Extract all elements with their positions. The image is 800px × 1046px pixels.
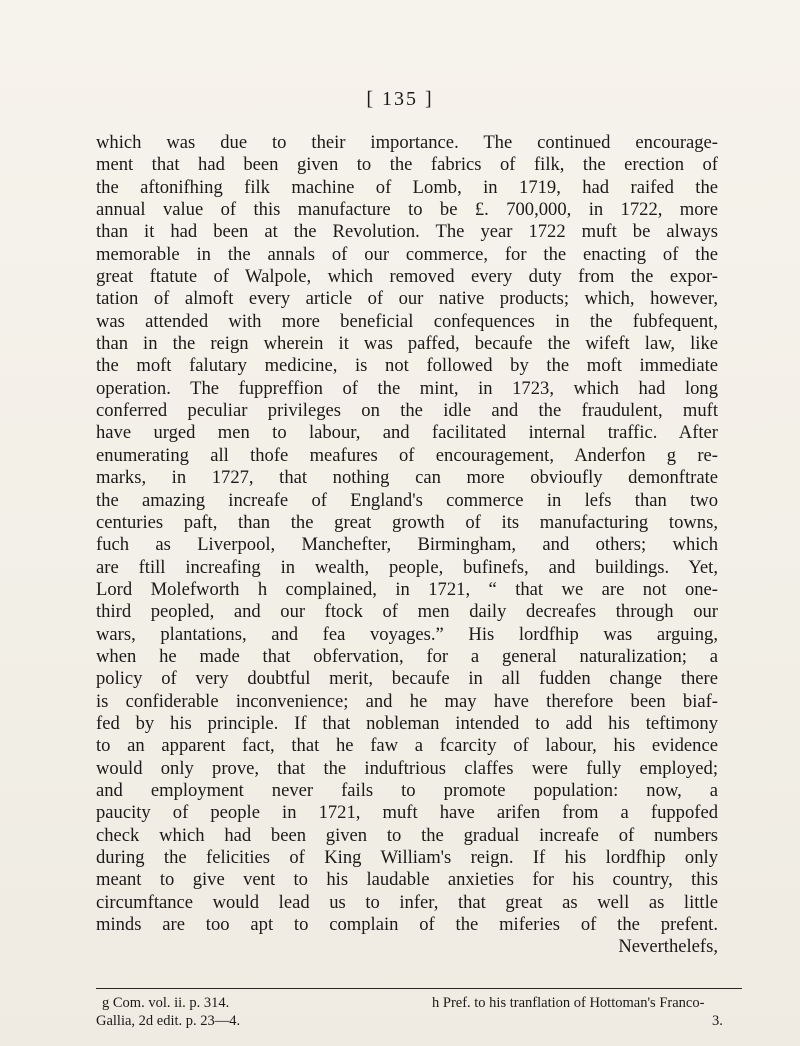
footnote-g-continued: Gallia, 2d edit. p. 23—4. [96, 1013, 241, 1029]
text-line: wars, plantations, and fea voyages.” His lordfhip was arguing, [96, 623, 718, 645]
text-line: was attended with more beneficial confequences in the fubfequent, [96, 310, 718, 332]
footnotes [96, 994, 742, 1030]
text-line: are ftill increafing in wealth, people, bufinefs, and buildings. Yet, [96, 556, 718, 578]
text-line: centuries paft, than the great growth of its manufacturing towns, [96, 511, 718, 533]
footnote-h: h Pref. to his tranflation of Hottoman's Franco- [432, 995, 705, 1011]
footnote-g: g Com. vol. ii. p. 314. [102, 995, 230, 1011]
page-number-header: [ 135 ] [366, 88, 434, 110]
text-line: fed by his principle. If that nobleman intended to add his teftimony [96, 712, 718, 734]
text-line: meant to give vent to his laudable anxieties for his country, this [96, 869, 718, 891]
footnote-row [96, 1012, 742, 1030]
text-line: and employment never fails to promote population: now, a [96, 779, 718, 801]
catchword: Neverthelefs, [618, 936, 718, 958]
text-line: conferred peculiar privileges on the idle and the fraudulent, muft [96, 400, 718, 422]
text-line: operation. The fuppreffion of the mint, in 1723, which had long [96, 377, 718, 399]
text-line: annual value of this manufacture to be £. 700,000, in 1722, more [96, 199, 718, 221]
text-line: the amazing increafe of England's commerce in lefs than two [96, 489, 718, 511]
text-line: have urged men to labour, and facilitated internal traffic. After [96, 422, 718, 444]
footnote-divider [96, 988, 742, 989]
text-line: policy of very doubtful merit, becaufe in all fudden change there [96, 668, 718, 690]
text-line: third peopled, and our ftock of men daily decreafes through our [96, 601, 718, 623]
text-line: ment that had been given to the fabrics of filk, the erection of [96, 154, 718, 176]
text-line: the moft falutary medicine, is not followed by the moft immediate [96, 355, 718, 377]
text-line: check which had been given to the gradual increafe of numbers [96, 824, 718, 846]
text-line: circumftance would lead us to infer, that great as well as little [96, 891, 718, 913]
body-text [96, 132, 718, 959]
text-line: would only prove, that the induftrious claffes were fully employed; [96, 757, 718, 779]
text-line: which was due to their importance. The continued encourage- [96, 132, 718, 153]
text-line: tation of almoft every article of our native products; which, however, [96, 288, 718, 310]
text-line: than in the reign wherein it was paffed, becaufe the wifeft law, like [96, 333, 718, 355]
footnote-row [96, 994, 742, 1012]
text-line: minds are too apt to complain of the miferies of the prefent. [96, 914, 718, 936]
text-line: fuch as Liverpool, Manchefter, Birmingham, and others; which [96, 534, 718, 556]
text-line: is confiderable inconvenience; and he may have therefore been biaf- [96, 690, 718, 712]
text-line: when he made that obfervation, for a general naturalization; a [96, 645, 718, 667]
text-line: during the felicities of King William's reign. If his lordfhip only [96, 847, 718, 868]
text-line: enumerating all thofe meafures of encouragement, Anderfon g re- [96, 444, 718, 466]
text-line: marks, in 1727, that nothing can more obvioufly demonftrate [96, 467, 718, 489]
text-line: to an apparent fact, that he faw a fcarcity of labour, his evidence [96, 735, 718, 757]
text-line: paucity of people in 1721, muft have arifen from a fuppofed [96, 802, 718, 824]
text-line: than it had been at the Revolution. The year 1722 muft be always [96, 221, 718, 243]
text-line: memorable in the annals of our commerce, for the enacting of the [96, 243, 718, 265]
text-line: the aftonifhing filk machine of Lomb, in 1719, had raifed the [96, 176, 718, 198]
signature-mark: 3. [712, 1013, 723, 1029]
text-line: Lord Molefworth h complained, in 1721, “ that we are not one- [96, 578, 718, 600]
text-line: great ftatute of Walpole, which removed every duty from the expor- [96, 266, 718, 288]
